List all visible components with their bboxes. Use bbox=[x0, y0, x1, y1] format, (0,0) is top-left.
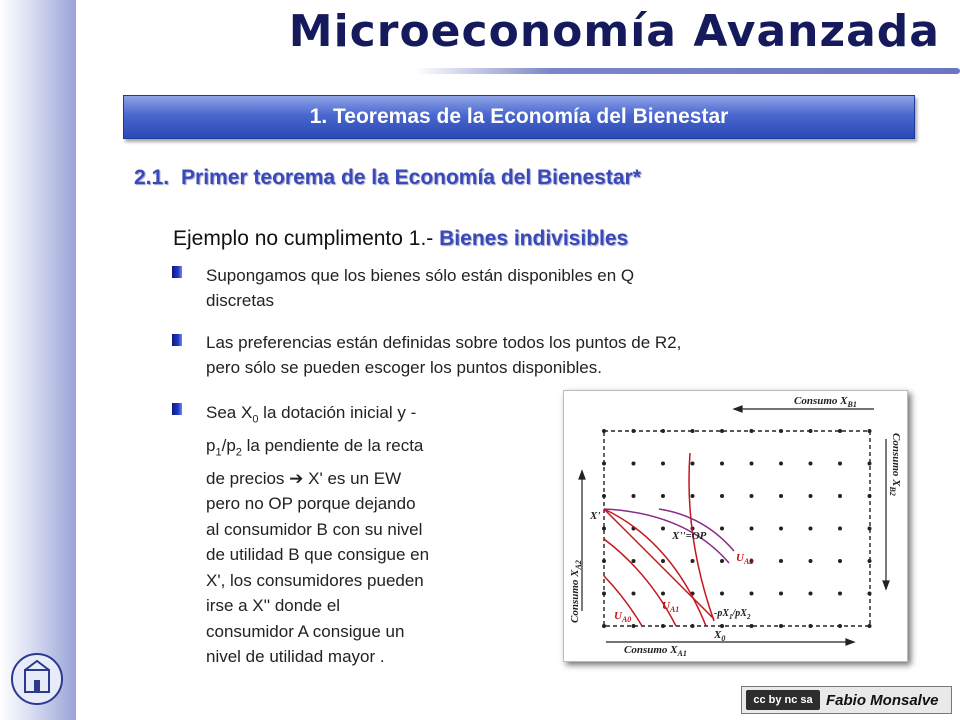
ua0-label: $U_{A0}$ bbox=[614, 610, 632, 624]
bullet-icon bbox=[172, 334, 182, 346]
grid-point bbox=[779, 462, 783, 466]
bullet-2-line-1: Las preferencias están definidas sobre todos los puntos de R2, bbox=[206, 333, 682, 352]
grid-point bbox=[868, 624, 872, 628]
bullet-3-line-6: de utilidad B que consigue en bbox=[206, 545, 430, 565]
grid-point bbox=[632, 592, 636, 596]
text-rest: la pendiente de la recta bbox=[241, 435, 424, 455]
bullet-3-text bbox=[206, 400, 536, 670]
author-name: Fabio Monsalve bbox=[826, 691, 939, 709]
section-banner bbox=[123, 95, 915, 139]
sub-2: 2 bbox=[235, 446, 242, 459]
grid-point bbox=[809, 624, 813, 628]
grid-point bbox=[661, 624, 665, 628]
grid-point bbox=[632, 559, 636, 563]
top-axis-label: Consumo $X_{B1}$ bbox=[794, 395, 857, 409]
grid-point bbox=[632, 462, 636, 466]
grid-point bbox=[720, 429, 724, 433]
grid-point bbox=[868, 462, 872, 466]
grid-point bbox=[779, 527, 783, 531]
grid-point bbox=[779, 559, 783, 563]
grid-point bbox=[602, 429, 606, 433]
grid-point bbox=[720, 592, 724, 596]
grid-point bbox=[632, 624, 636, 628]
x-double-prime-label: X''=OP bbox=[672, 530, 707, 542]
grid-point bbox=[838, 462, 842, 466]
bullet-2-text bbox=[206, 330, 681, 380]
grid-point bbox=[661, 429, 665, 433]
bullet-3-line-4: pero no OP porque dejando bbox=[206, 494, 416, 514]
grid-point bbox=[720, 462, 724, 466]
available-points-grid bbox=[602, 429, 872, 628]
bullet-3-line-1 bbox=[206, 400, 536, 433]
grid-point bbox=[720, 494, 724, 498]
ua2-label: $U_{A2}$ bbox=[736, 552, 754, 566]
bullet-3-line-5: al consumidor B con su nivel bbox=[206, 519, 423, 539]
bullet-1-line-2: discretas bbox=[206, 291, 275, 310]
university-logo-icon bbox=[10, 652, 64, 706]
bullet-3-line-3 bbox=[206, 466, 536, 492]
bullet-3-line-9: consumidor A consigue un bbox=[206, 621, 405, 641]
grid-point bbox=[632, 494, 636, 498]
grid-point bbox=[838, 624, 842, 628]
grid-point bbox=[809, 494, 813, 498]
grid-point bbox=[838, 559, 842, 563]
grid-point bbox=[809, 429, 813, 433]
bullet-3-line-10: nivel de utilidad mayor . bbox=[206, 647, 385, 667]
grid-point bbox=[779, 624, 783, 628]
left-sidebar-decoration bbox=[0, 0, 76, 720]
grid-point bbox=[602, 527, 606, 531]
grid-point bbox=[838, 592, 842, 596]
bullet-icon bbox=[172, 266, 182, 278]
indifference-curve-a1b bbox=[604, 509, 706, 626]
bottom-axis-label: Consumo $X_{A1}$ bbox=[624, 644, 687, 658]
text-p: p bbox=[206, 435, 216, 455]
sub-0: 0 bbox=[252, 413, 259, 426]
x-prime-label: X' bbox=[590, 510, 601, 522]
grid-point bbox=[720, 624, 724, 628]
creative-commons-badge-icon: cc by nc sa bbox=[746, 690, 820, 710]
grid-point bbox=[868, 429, 872, 433]
text-line3b: X' es un EW bbox=[303, 468, 402, 488]
example-prefix: Ejemplo no cumplimento 1.- bbox=[173, 227, 434, 250]
grid-point bbox=[868, 592, 872, 596]
bullet-3-line-2 bbox=[206, 433, 536, 466]
right-axis-label: Consumo $X_{B2}$ bbox=[888, 433, 902, 496]
box-outline bbox=[604, 431, 870, 626]
grid-point bbox=[809, 559, 813, 563]
grid-point bbox=[720, 527, 724, 531]
grid-point bbox=[750, 527, 754, 531]
example-highlight: Bienes indivisibles bbox=[439, 227, 629, 250]
grid-point bbox=[720, 559, 724, 563]
grid-point bbox=[602, 559, 606, 563]
grid-point bbox=[661, 527, 665, 531]
edgeworth-box-diagram bbox=[564, 391, 907, 661]
sub-1: 1 bbox=[215, 446, 222, 459]
left-axis-label: Consumo $X_{A2}$ bbox=[569, 560, 583, 623]
text-sea: Sea X bbox=[206, 403, 253, 422]
bullet-1-line-1: Supongamos que los bienes sólo están disponibles en Q bbox=[206, 266, 635, 285]
grid-point bbox=[868, 527, 872, 531]
section-number: 2.1. bbox=[134, 166, 170, 189]
grid-point bbox=[750, 429, 754, 433]
grid-point bbox=[661, 592, 665, 596]
section-title: Primer teorema de la Economía del Bienestar* bbox=[181, 166, 641, 189]
grid-point bbox=[750, 462, 754, 466]
grid-point bbox=[779, 429, 783, 433]
grid-point bbox=[779, 494, 783, 498]
bullet-icon bbox=[172, 403, 182, 415]
grid-point bbox=[691, 624, 695, 628]
grid-point bbox=[838, 494, 842, 498]
grid-point bbox=[868, 494, 872, 498]
app-title: Microeconomía Avanzada bbox=[288, 6, 940, 57]
grid-point bbox=[779, 592, 783, 596]
grid-point bbox=[868, 559, 872, 563]
price-slope-label: $-pX_1/pX_2$ bbox=[714, 608, 751, 621]
text-mid: la dotación inicial y - bbox=[258, 403, 417, 422]
grid-point bbox=[691, 494, 695, 498]
text-slash: /p bbox=[221, 435, 236, 455]
grid-point bbox=[750, 592, 754, 596]
grid-point bbox=[602, 624, 606, 628]
bullet-3-line-8: irse a X'' donde el bbox=[206, 596, 341, 616]
grid-point bbox=[602, 592, 606, 596]
bullet-2-line-2: pero sólo se pueden escoger los puntos disponibles. bbox=[206, 358, 602, 377]
grid-point bbox=[602, 462, 606, 466]
grid-point bbox=[661, 494, 665, 498]
grid-point bbox=[632, 429, 636, 433]
grid-point bbox=[691, 462, 695, 466]
right-arrow-icon: ➔ bbox=[289, 468, 304, 488]
bullet-3-line-7: X', los consumidores pueden bbox=[206, 570, 424, 590]
banner-title: 1. Teoremas de la Economía del Bienestar bbox=[309, 105, 729, 128]
section-heading bbox=[134, 166, 641, 190]
grid-point bbox=[809, 462, 813, 466]
grid-point bbox=[602, 494, 606, 498]
grid-point bbox=[691, 429, 695, 433]
grid-point bbox=[661, 462, 665, 466]
grid-point bbox=[661, 559, 665, 563]
grid-point bbox=[691, 559, 695, 563]
author-credit bbox=[741, 686, 952, 714]
grid-point bbox=[750, 494, 754, 498]
grid-point bbox=[750, 624, 754, 628]
title-underline bbox=[415, 68, 960, 74]
grid-point bbox=[838, 527, 842, 531]
bullet-1-text bbox=[206, 263, 634, 313]
text-line3: de precios bbox=[206, 468, 285, 488]
example-heading bbox=[173, 227, 628, 251]
grid-point bbox=[809, 527, 813, 531]
grid-point bbox=[838, 429, 842, 433]
edgeworth-box-figure bbox=[563, 390, 908, 662]
grid-point bbox=[809, 592, 813, 596]
ua1-label: $U_{A1}$ bbox=[662, 600, 680, 614]
x0-label: $X_0$ bbox=[714, 629, 726, 643]
